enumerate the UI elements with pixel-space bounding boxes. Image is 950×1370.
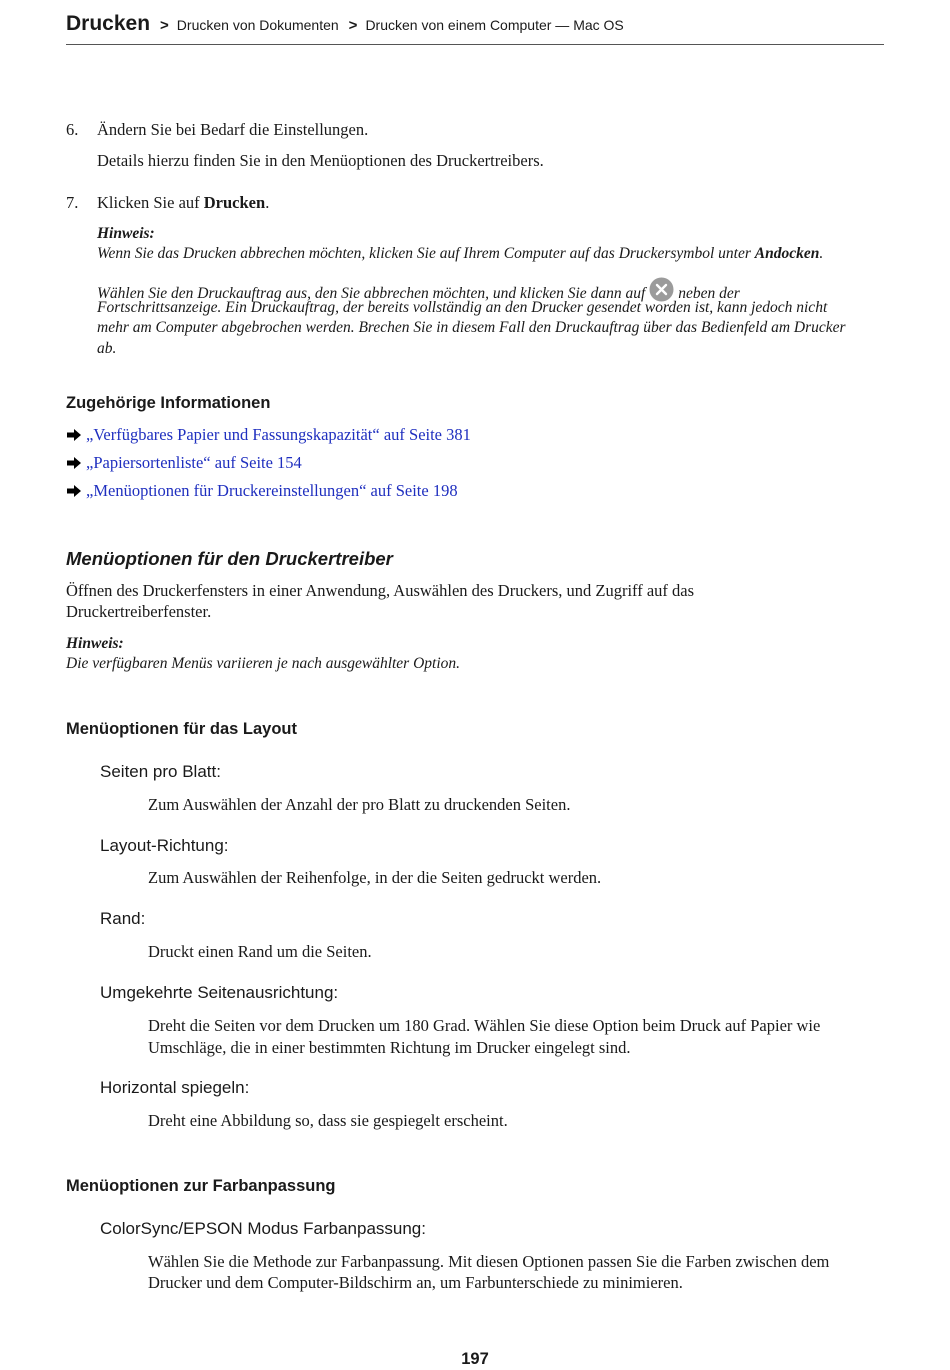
related-link-row[interactable] — [66, 481, 458, 501]
breadcrumb-separator: > — [348, 17, 358, 34]
breadcrumb-section[interactable]: Drucken — [66, 12, 151, 35]
note-text: Wenn Sie das Drucken abbrechen möchten, klicken Sie auf Ihrem Computer auf das Druckersymbol unter Andocken. — [97, 245, 824, 262]
color-menu-heading: Menüoptionen zur Farbanpassung — [66, 1177, 336, 1195]
option-label: Horizontal spiegeln: — [100, 1078, 250, 1097]
related-link-row[interactable] — [66, 425, 471, 445]
option-description: Zum Auswählen der Anzahl der pro Blatt zu druckenden Seiten. — [148, 795, 571, 814]
related-link[interactable]: „Menüoptionen für Druckereinstellungen“ auf Seite 198 — [86, 481, 458, 500]
step-number: 6. — [66, 120, 79, 139]
breadcrumb-item-mac[interactable]: Drucken von einem Computer — Mac OS — [365, 17, 624, 33]
option-description: Dreht die Seiten vor dem Drucken um 180 Grad. Wählen Sie diese Option beim Druck auf Papier wie — [148, 1016, 821, 1035]
option-label: Seiten pro Blatt: — [100, 762, 221, 781]
breadcrumb-separator: > — [160, 17, 169, 34]
option-description: Dreht eine Abbildung so, dass sie gespiegelt erscheint. — [148, 1111, 508, 1130]
step-text: Klicken Sie auf Drucken. — [97, 193, 270, 212]
related-link[interactable]: „Verfügbares Papier und Fassungskapazität“ auf Seite 381 — [86, 425, 471, 444]
page-number: 197 — [461, 1350, 489, 1368]
option-description: Wählen Sie die Methode zur Farbanpassung. Mit diesen Optionen passen Sie die Farben zwischen dem — [148, 1252, 830, 1271]
related-link-row[interactable] — [66, 453, 302, 473]
option-label: ColorSync/EPSON Modus Farbanpassung: — [100, 1219, 426, 1238]
option-label: Rand: — [100, 909, 146, 928]
option-description-line: Drucker und dem Computer-Bildschirm an, um Farbunterschiede zu minimieren. — [148, 1273, 683, 1292]
section-intro: Öffnen des Druckerfensters in einer Anwendung, Auswählen des Druckers, und Zugriff auf das — [66, 581, 695, 600]
breadcrumb-item-documents[interactable]: Drucken von Dokumenten — [176, 17, 339, 33]
print-button-reference: Drucken — [203, 193, 266, 212]
note-label: Hinweis: — [66, 635, 124, 652]
arrow-right-icon — [66, 428, 82, 442]
breadcrumb — [66, 12, 884, 45]
section-intro-line: Druckertreiberfenster. — [66, 602, 212, 621]
related-link[interactable]: „Papiersortenliste“ auf Seite 154 — [86, 453, 302, 472]
option-description-line: Umschläge, die in einer bestimmten Richtung im Drucker eingelegt sind. — [148, 1038, 631, 1057]
step-number: 7. — [66, 193, 79, 212]
note-text: Die verfügbaren Menüs variieren je nach ausgewählter Option. — [66, 655, 461, 672]
option-description: Druckt einen Rand um die Seiten. — [148, 942, 372, 961]
related-heading: Zugehörige Informationen — [66, 394, 271, 412]
arrow-right-icon — [66, 456, 82, 470]
option-label: Umgekehrte Seitenausrichtung: — [100, 983, 339, 1002]
note-paragraph-line: Fortschrittsanzeige. Ein Druckauftrag, der bereits vollständig an den Drucker gesendet worden ist, kann jedoch nicht — [97, 299, 828, 316]
note-paragraph: Wählen Sie den Druckauftrag aus, den Sie abbrechen möchten, und klicken Sie dann auf neben der — [97, 277, 897, 305]
arrow-right-icon — [66, 484, 82, 498]
note-paragraph-line: ab. — [97, 340, 117, 357]
note-label: Hinweis: — [97, 225, 155, 242]
option-label: Layout-Richtung: — [100, 836, 229, 855]
option-description: Zum Auswählen der Reihenfolge, in der die Seiten gedruckt werden. — [148, 868, 602, 887]
step-text: Ändern Sie bei Bedarf die Einstellungen. — [97, 120, 369, 139]
note-paragraph-line: mehr am Computer abgebrochen werden. Brechen Sie in diesem Fall den Druckauftrag über das Bedienfeld am Drucker — [97, 319, 846, 336]
section-heading: Menüoptionen für den Druckertreiber — [66, 548, 393, 569]
layout-menu-heading: Menüoptionen für das Layout — [66, 720, 297, 738]
step-detail: Details hierzu finden Sie in den Menüoptionen des Druckertreibers. — [97, 151, 544, 170]
